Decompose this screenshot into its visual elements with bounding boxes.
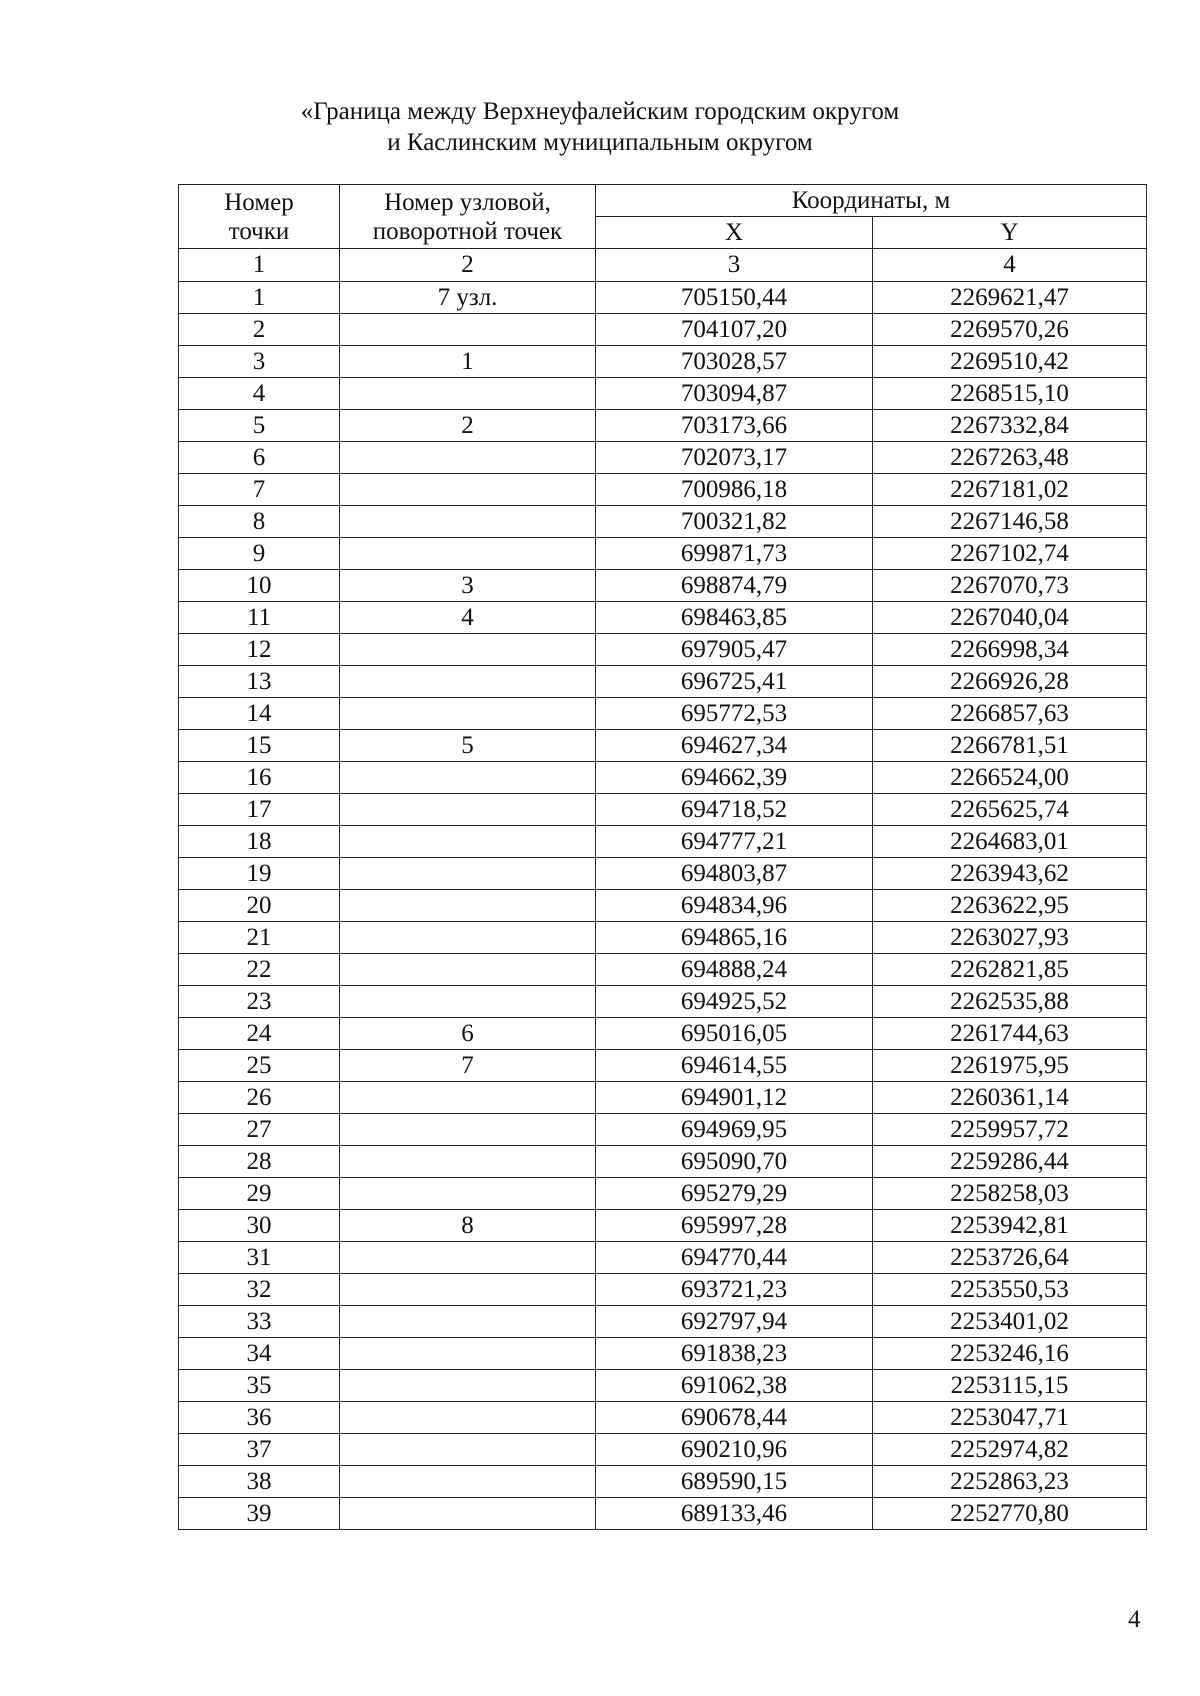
- table-row: [179, 1402, 1147, 1434]
- table-row: [179, 1498, 1147, 1530]
- node-number-cell: [340, 314, 596, 346]
- node-number-cell: [340, 634, 596, 666]
- point-number-cell: 10: [179, 570, 340, 602]
- column-number-row: [179, 249, 1147, 282]
- point-number-cell: 28: [179, 1146, 340, 1178]
- node-number-cell: 4: [340, 602, 596, 634]
- y-coordinate-cell: 2268515,10: [873, 378, 1147, 410]
- point-number-cell: 36: [179, 1402, 340, 1434]
- table-row: [179, 1018, 1147, 1050]
- y-coordinate-cell: 2259286,44: [873, 1146, 1147, 1178]
- point-number-cell: 32: [179, 1274, 340, 1306]
- point-number-cell: 21: [179, 922, 340, 954]
- point-number-cell: 25: [179, 1050, 340, 1082]
- y-coordinate-cell: 2253115,15: [873, 1370, 1147, 1402]
- y-coordinate-cell: 2262535,88: [873, 986, 1147, 1018]
- node-number-cell: 5: [340, 730, 596, 762]
- x-coordinate-cell: 694614,55: [596, 1050, 873, 1082]
- node-number-cell: [340, 1274, 596, 1306]
- table-row: [179, 826, 1147, 858]
- document-title: [0, 96, 1200, 158]
- table-row: [179, 1050, 1147, 1082]
- column-number-1: 1: [179, 249, 340, 282]
- node-number-cell: [340, 986, 596, 1018]
- header-point-number-line-1: Номер: [224, 188, 294, 216]
- x-coordinate-cell: 695016,05: [596, 1018, 873, 1050]
- table-row: [179, 794, 1147, 826]
- node-number-cell: [340, 762, 596, 794]
- y-coordinate-cell: 2253401,02: [873, 1306, 1147, 1338]
- table-row: [179, 538, 1147, 570]
- header-node-number-line-1: Номер узловой,: [384, 188, 551, 216]
- table-row: [179, 1082, 1147, 1114]
- point-number-cell: 26: [179, 1082, 340, 1114]
- y-coordinate-cell: 2269510,42: [873, 346, 1147, 378]
- y-coordinate-cell: 2267181,02: [873, 474, 1147, 506]
- point-number-cell: 15: [179, 730, 340, 762]
- x-coordinate-cell: 695997,28: [596, 1210, 873, 1242]
- node-number-cell: [340, 890, 596, 922]
- table-row: [179, 986, 1147, 1018]
- y-coordinate-cell: 2252974,82: [873, 1434, 1147, 1466]
- point-number-cell: 29: [179, 1178, 340, 1210]
- point-number-cell: 1: [179, 282, 340, 314]
- table-row: [179, 730, 1147, 762]
- title-line-1: «Граница между Верхнеуфалейским городским округом: [300, 98, 900, 125]
- node-number-cell: [340, 1498, 596, 1530]
- y-coordinate-cell: 2253942,81: [873, 1210, 1147, 1242]
- header-point-number-line-2: точки: [228, 217, 290, 245]
- x-coordinate-cell: 700986,18: [596, 474, 873, 506]
- table-row: [179, 858, 1147, 890]
- point-number-cell: 37: [179, 1434, 340, 1466]
- x-coordinate-cell: 694662,39: [596, 762, 873, 794]
- y-coordinate-cell: 2262821,85: [873, 954, 1147, 986]
- y-coordinate-cell: 2269570,26: [873, 314, 1147, 346]
- point-number-cell: 30: [179, 1210, 340, 1242]
- x-coordinate-cell: 689133,46: [596, 1498, 873, 1530]
- x-coordinate-cell: 693721,23: [596, 1274, 873, 1306]
- point-number-cell: 8: [179, 506, 340, 538]
- y-coordinate-cell: 2253246,16: [873, 1338, 1147, 1370]
- node-number-cell: 1: [340, 346, 596, 378]
- x-coordinate-cell: 698463,85: [596, 602, 873, 634]
- node-number-cell: 6: [340, 1018, 596, 1050]
- point-number-cell: 39: [179, 1498, 340, 1530]
- table-body: [179, 282, 1147, 1530]
- x-coordinate-cell: 705150,44: [596, 282, 873, 314]
- table-row: [179, 314, 1147, 346]
- table-row: [179, 890, 1147, 922]
- y-coordinate-cell: 2269621,47: [873, 282, 1147, 314]
- node-number-cell: 7: [340, 1050, 596, 1082]
- x-coordinate-cell: 698874,79: [596, 570, 873, 602]
- table-row: [179, 378, 1147, 410]
- point-number-cell: 7: [179, 474, 340, 506]
- node-number-cell: [340, 698, 596, 730]
- node-number-cell: [340, 922, 596, 954]
- header-node-number: [340, 185, 596, 249]
- node-number-cell: [340, 826, 596, 858]
- y-coordinate-cell: 2260361,14: [873, 1082, 1147, 1114]
- y-coordinate-cell: 2261744,63: [873, 1018, 1147, 1050]
- node-number-cell: [340, 1242, 596, 1274]
- node-number-cell: [340, 1178, 596, 1210]
- table-row: [179, 762, 1147, 794]
- table-row: [179, 1242, 1147, 1274]
- node-number-cell: 2: [340, 410, 596, 442]
- node-number-cell: 3: [340, 570, 596, 602]
- point-number-cell: 35: [179, 1370, 340, 1402]
- table-row: [179, 922, 1147, 954]
- node-number-cell: [340, 666, 596, 698]
- x-coordinate-cell: 694925,52: [596, 986, 873, 1018]
- y-coordinate-cell: 2266781,51: [873, 730, 1147, 762]
- page-number: 4: [1128, 1606, 1141, 1633]
- table-row: [179, 602, 1147, 634]
- node-number-cell: [340, 1338, 596, 1370]
- point-number-cell: 20: [179, 890, 340, 922]
- node-number-cell: [340, 1082, 596, 1114]
- y-coordinate-cell: 2258258,03: [873, 1178, 1147, 1210]
- y-coordinate-cell: 2263943,62: [873, 858, 1147, 890]
- table-row: [179, 1274, 1147, 1306]
- header-point-number: [179, 185, 340, 249]
- column-number-4: 4: [873, 249, 1147, 282]
- point-number-cell: 22: [179, 954, 340, 986]
- x-coordinate-cell: 694834,96: [596, 890, 873, 922]
- table-row: [179, 1146, 1147, 1178]
- x-coordinate-cell: 695090,70: [596, 1146, 873, 1178]
- node-number-cell: [340, 1402, 596, 1434]
- point-number-cell: 33: [179, 1306, 340, 1338]
- node-number-cell: [340, 794, 596, 826]
- node-number-cell: [340, 1370, 596, 1402]
- table-row: [179, 698, 1147, 730]
- point-number-cell: 14: [179, 698, 340, 730]
- node-number-cell: 8: [340, 1210, 596, 1242]
- point-number-cell: 3: [179, 346, 340, 378]
- node-number-cell: [340, 1306, 596, 1338]
- y-coordinate-cell: 2259957,72: [873, 1114, 1147, 1146]
- y-coordinate-cell: 2267070,73: [873, 570, 1147, 602]
- x-coordinate-cell: 694888,24: [596, 954, 873, 986]
- x-coordinate-cell: 703173,66: [596, 410, 873, 442]
- node-number-cell: [340, 1146, 596, 1178]
- header-x: X: [596, 217, 873, 249]
- y-coordinate-cell: 2267332,84: [873, 410, 1147, 442]
- header-coordinates: Координаты, м: [596, 185, 1147, 217]
- table-row: [179, 1114, 1147, 1146]
- table-row: [179, 1178, 1147, 1210]
- point-number-cell: 17: [179, 794, 340, 826]
- title-line-2: и Каслинским муниципальным округом: [387, 129, 813, 156]
- header-y: Y: [873, 217, 1147, 249]
- point-number-cell: 38: [179, 1466, 340, 1498]
- y-coordinate-cell: 2266998,34: [873, 634, 1147, 666]
- node-number-cell: [340, 858, 596, 890]
- y-coordinate-cell: 2263027,93: [873, 922, 1147, 954]
- x-coordinate-cell: 689590,15: [596, 1466, 873, 1498]
- point-number-cell: 23: [179, 986, 340, 1018]
- x-coordinate-cell: 700321,82: [596, 506, 873, 538]
- column-number-2: 2: [340, 249, 596, 282]
- point-number-cell: 6: [179, 442, 340, 474]
- table-row: [179, 1466, 1147, 1498]
- table-row: [179, 954, 1147, 986]
- y-coordinate-cell: 2263622,95: [873, 890, 1147, 922]
- table-row: [179, 1210, 1147, 1242]
- node-number-cell: [340, 506, 596, 538]
- x-coordinate-cell: 691062,38: [596, 1370, 873, 1402]
- y-coordinate-cell: 2261975,95: [873, 1050, 1147, 1082]
- point-number-cell: 13: [179, 666, 340, 698]
- table-row: [179, 282, 1147, 314]
- table-row: [179, 474, 1147, 506]
- x-coordinate-cell: 694718,52: [596, 794, 873, 826]
- node-number-cell: [340, 442, 596, 474]
- table-row: [179, 1370, 1147, 1402]
- x-coordinate-cell: 695772,53: [596, 698, 873, 730]
- x-coordinate-cell: 694865,16: [596, 922, 873, 954]
- table-row: [179, 570, 1147, 602]
- x-coordinate-cell: 703094,87: [596, 378, 873, 410]
- point-number-cell: 11: [179, 602, 340, 634]
- point-number-cell: 19: [179, 858, 340, 890]
- point-number-cell: 12: [179, 634, 340, 666]
- point-number-cell: 18: [179, 826, 340, 858]
- x-coordinate-cell: 694777,21: [596, 826, 873, 858]
- x-coordinate-cell: 702073,17: [596, 442, 873, 474]
- x-coordinate-cell: 694901,12: [596, 1082, 873, 1114]
- y-coordinate-cell: 2252863,23: [873, 1466, 1147, 1498]
- y-coordinate-cell: 2266524,00: [873, 762, 1147, 794]
- y-coordinate-cell: 2267146,58: [873, 506, 1147, 538]
- y-coordinate-cell: 2264683,01: [873, 826, 1147, 858]
- point-number-cell: 5: [179, 410, 340, 442]
- point-number-cell: 31: [179, 1242, 340, 1274]
- x-coordinate-cell: 690210,96: [596, 1434, 873, 1466]
- x-coordinate-cell: 691838,23: [596, 1338, 873, 1370]
- table-row: [179, 666, 1147, 698]
- header-node-number-line-2: поворотной точек: [372, 217, 563, 245]
- x-coordinate-cell: 703028,57: [596, 346, 873, 378]
- point-number-cell: 4: [179, 378, 340, 410]
- point-number-cell: 2: [179, 314, 340, 346]
- point-number-cell: 16: [179, 762, 340, 794]
- x-coordinate-cell: 690678,44: [596, 1402, 873, 1434]
- column-number-3: 3: [596, 249, 873, 282]
- node-number-cell: [340, 1466, 596, 1498]
- table-row: [179, 1306, 1147, 1338]
- point-number-cell: 34: [179, 1338, 340, 1370]
- y-coordinate-cell: 2267102,74: [873, 538, 1147, 570]
- y-coordinate-cell: 2253726,64: [873, 1242, 1147, 1274]
- x-coordinate-cell: 695279,29: [596, 1178, 873, 1210]
- y-coordinate-cell: 2253047,71: [873, 1402, 1147, 1434]
- y-coordinate-cell: 2253550,53: [873, 1274, 1147, 1306]
- node-number-cell: [340, 1114, 596, 1146]
- table-row: [179, 1434, 1147, 1466]
- node-number-cell: 7 узл.: [340, 282, 596, 314]
- coordinates-table: [178, 184, 1147, 1530]
- node-number-cell: [340, 474, 596, 506]
- table-row: [179, 410, 1147, 442]
- table-row: [179, 506, 1147, 538]
- x-coordinate-cell: 694803,87: [596, 858, 873, 890]
- node-number-cell: [340, 954, 596, 986]
- table-row: [179, 634, 1147, 666]
- y-coordinate-cell: 2252770,80: [873, 1498, 1147, 1530]
- table-row: [179, 442, 1147, 474]
- node-number-cell: [340, 378, 596, 410]
- table-row: [179, 1338, 1147, 1370]
- x-coordinate-cell: 699871,73: [596, 538, 873, 570]
- point-number-cell: 9: [179, 538, 340, 570]
- x-coordinate-cell: 692797,94: [596, 1306, 873, 1338]
- node-number-cell: [340, 538, 596, 570]
- x-coordinate-cell: 694969,95: [596, 1114, 873, 1146]
- y-coordinate-cell: 2267263,48: [873, 442, 1147, 474]
- table-row: [179, 346, 1147, 378]
- x-coordinate-cell: 694770,44: [596, 1242, 873, 1274]
- x-coordinate-cell: 704107,20: [596, 314, 873, 346]
- x-coordinate-cell: 696725,41: [596, 666, 873, 698]
- x-coordinate-cell: 694627,34: [596, 730, 873, 762]
- y-coordinate-cell: 2267040,04: [873, 602, 1147, 634]
- y-coordinate-cell: 2266926,28: [873, 666, 1147, 698]
- point-number-cell: 27: [179, 1114, 340, 1146]
- node-number-cell: [340, 1434, 596, 1466]
- y-coordinate-cell: 2266857,63: [873, 698, 1147, 730]
- point-number-cell: 24: [179, 1018, 340, 1050]
- y-coordinate-cell: 2265625,74: [873, 794, 1147, 826]
- x-coordinate-cell: 697905,47: [596, 634, 873, 666]
